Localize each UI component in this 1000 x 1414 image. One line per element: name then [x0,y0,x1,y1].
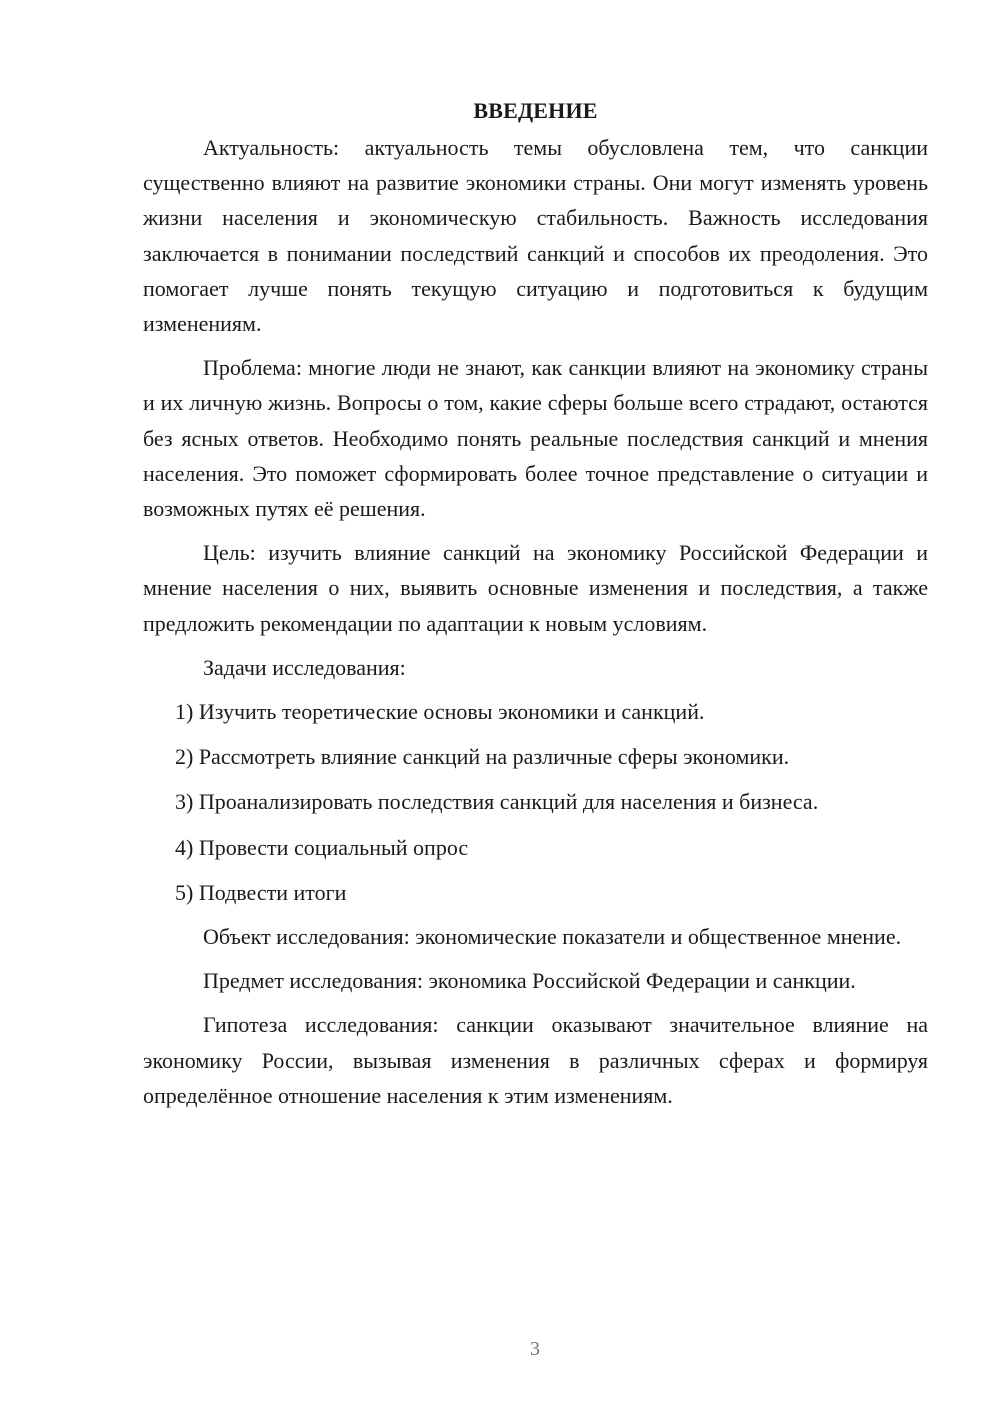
tasks-heading: Задачи исследования: [203,654,406,680]
list-item: 2) Рассмотреть влияние санкций на различные сферы экономики. [175,744,790,770]
list-item: 1) Изучить теоретические основы экономики и санкций. [175,699,705,725]
page-title: ВВЕДЕНИЕ [473,98,598,123]
problem-paragraph: Проблема: многие люди не знают, как санкции влияют на экономику страны и их личную жизнь. Вопросы о том, какие сферы больше всего страдают, остаются без ясных ответов. Необходимо понять реальные последствия санкций и мнения населения. Это поможет сформировать более точное представление о ситуации и возможных путях её решения. [143,355,928,522]
page-number: 3 [530,1338,540,1360]
subject-paragraph: Предмет исследования: экономика Российской Федерации и санкции. [203,968,856,994]
hypothesis-paragraph: Гипотеза исследования: санкции оказывают значительное влияние на экономику России, вызывая изменения в различных сферах и формируя определённое отношение населения к этим изменениям. [143,1012,928,1108]
page-content [143,94,928,1122]
goal-paragraph: Цель: изучить влияние санкций на экономику Российской Федерации и мнение населения о них, выявить основные изменения и последствия, а также предложить рекомендации по адаптации к новым условиям. [143,540,928,636]
list-item: 3) Проанализировать последствия санкций для населения и бизнеса. [175,789,819,815]
relevance-paragraph: Актуальность: актуальность темы обусловлена тем, что санкции существенно влияют на развитие экономики страны. Они могут изменять уровень жизни населения и экономическую стабильность. Важность исследования заключается в понимании последствий санкций и способов их преодоления. Это помогает лучше понять текущую ситуацию и подготовиться к будущим изменениям. [143,135,928,337]
object-paragraph: Объект исследования: экономические показатели и общественное мнение. [203,924,902,950]
list-item: 4) Провести социальный опрос [175,834,469,860]
tasks-list [143,694,928,910]
list-item: 5) Подвести итоги [175,879,347,905]
